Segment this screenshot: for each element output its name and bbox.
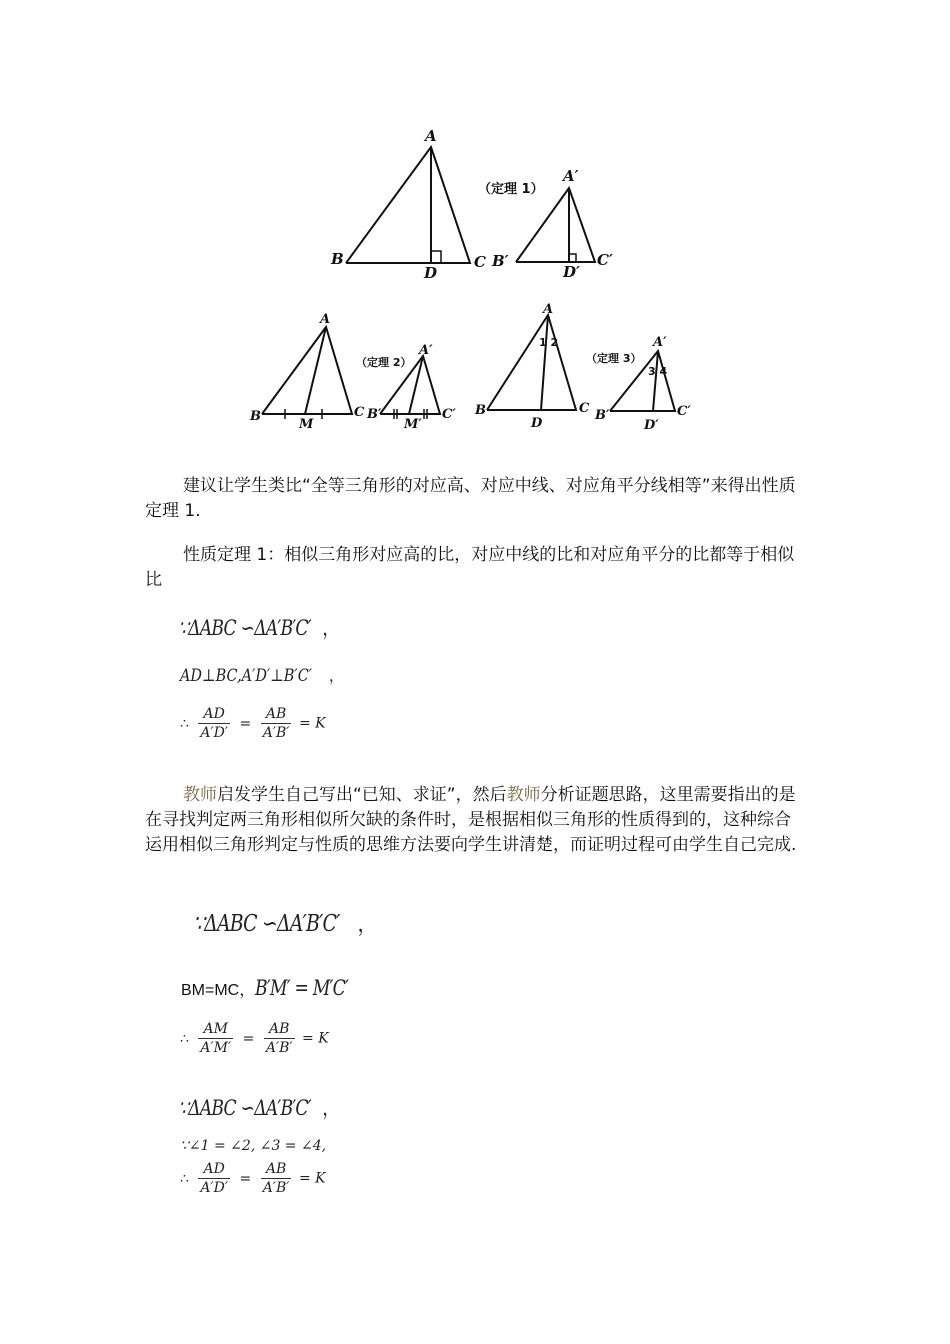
paragraph-analogy xyxy=(145,474,805,524)
fraction-ab: $\frac{AB}{A'B'}$ xyxy=(262,706,290,741)
fraction-ab-2: $\frac{AB}{A'B'}$ xyxy=(265,1021,293,1056)
fig2-label-C-prime: C′ xyxy=(442,407,456,422)
math-ratio-altitude: ∴ $\frac{AD}{A'D'}$ = $\frac{AB}{A'B'}$ = K xyxy=(180,706,326,741)
fraction-ab-3: $\frac{AB}{A'B'}$ xyxy=(262,1161,290,1196)
paragraph-teacher-text: 教师启发学生自己写出“已知、求证”，然后教师分析证题思路，这里需要指出的是在寻找判定两三角形相似所欠缺的条件时，是根据相似三角形的性质得到的，这种综合运用相似三角形判定与性质的思维方法要向学生讲清楚，而证明过程可由学生自己完成. xyxy=(145,785,797,855)
fig3-angle-labels: 1 2 xyxy=(539,336,559,349)
paragraph-theorem-text: 性质定理 1：相似三角形对应高的比，对应中线的比和对应角平分的比都等于相似比 xyxy=(145,545,795,590)
fig1-label-D: D xyxy=(424,264,438,282)
fig1-label-B-prime: B′ xyxy=(492,252,509,270)
fraction-am: $\frac{AM}{A'M'}$ xyxy=(200,1021,232,1056)
fig1-label-A: A xyxy=(425,127,437,145)
fig1-label-A-prime: A′ xyxy=(563,167,579,185)
math-similar-1: ∵ΔABC ∽ΔA′B′C′ ， xyxy=(178,616,339,640)
triangle-figures xyxy=(0,0,950,450)
fig3-label-A-prime: A′ xyxy=(653,335,667,350)
math-similar-2: ∵ΔABC ∽ΔA′B′C′ ， xyxy=(193,911,376,937)
paragraph-teacher xyxy=(145,783,805,858)
math-angle-equal: ∵∠1 = ∠2, ∠3 = ∠4, xyxy=(180,1138,327,1154)
fig3-label-C-prime: C′ xyxy=(677,404,691,419)
fig2-label-B: B xyxy=(250,409,261,424)
fig2-label-A-prime: A′ xyxy=(419,343,433,358)
fig2-label-C: C xyxy=(354,405,365,420)
fig3-label-A: A xyxy=(543,302,554,317)
fig2-caption: （定理 2） xyxy=(356,356,412,369)
paragraph-analogy-text: 建议让学生类比“全等三角形的对应高、对应中线、对应角平分线相等”来得出性质定理 1. xyxy=(145,476,796,521)
fig2-label-B-prime: B′ xyxy=(367,407,382,422)
fig3-label-D: D xyxy=(531,416,543,431)
math-ratio-bisector: ∴ $\frac{AD}{A'D'}$ = $\frac{AB}{A'B'}$ = K xyxy=(180,1161,326,1196)
fig3-label-D-prime: D′ xyxy=(644,418,659,433)
fig3-angle-labels-prime: 3 4 xyxy=(648,365,668,378)
fig1-label-C: C xyxy=(474,253,486,271)
math-median-line: BM=MC，B′M′ = M′C′ xyxy=(181,976,349,1000)
fraction-ad-2: $\frac{AD}{A'D'}$ xyxy=(200,1161,229,1196)
fraction-ad: $\frac{AD}{A'D'}$ xyxy=(200,706,229,741)
math-perpendicular: AD⊥BC,A′D′⊥B′C′ ， xyxy=(180,666,344,686)
math-ratio-median: ∴ $\frac{AM}{A'M'}$ = $\frac{AB}{A'B'}$ = K xyxy=(180,1021,329,1056)
fig1-label-C-prime: C′ xyxy=(597,251,613,269)
fig1-label-B: B xyxy=(331,250,344,268)
fig3-caption: （定理 3） xyxy=(586,352,642,365)
paragraph-theorem xyxy=(145,543,805,593)
fig2-label-M-prime: M′ xyxy=(404,417,422,432)
fig2-label-A: A xyxy=(320,312,331,327)
math-similar-3: ∵ΔABC ∽ΔA′B′C′ ， xyxy=(178,1096,339,1120)
fig3-label-B: B xyxy=(475,403,486,418)
fig2-label-M: M xyxy=(299,417,314,432)
fig3-label-B-prime: B′ xyxy=(595,408,610,423)
fig1-label-D-prime: D′ xyxy=(563,263,580,281)
fig1-caption: （定理 1） xyxy=(478,182,544,197)
fig3-label-C: C xyxy=(579,401,590,416)
